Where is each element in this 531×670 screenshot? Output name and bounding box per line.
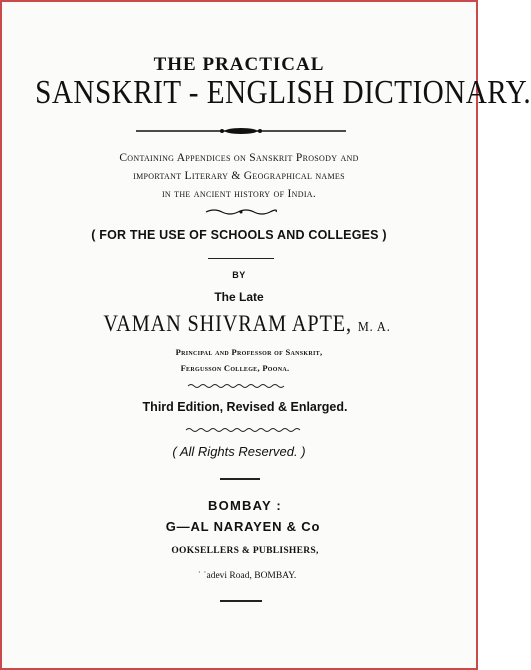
the-late-label: The Late: [214, 290, 264, 304]
position-line-1: Principal and Professor of Sanskrit,: [175, 347, 323, 357]
subtitle-line-3: in the ancient history of India.: [161, 188, 317, 200]
title-line-1: THE PRACTICAL: [153, 54, 325, 75]
booksellers-line: OOKSELLERS & PUBLISHERS,: [171, 546, 319, 556]
divider-rule: [208, 258, 274, 259]
wavy-rule-1: [188, 383, 284, 389]
author-line: [38, 311, 455, 337]
subtitle-line-1: Containing Appendices on Sanskrit Prosody and: [119, 152, 359, 164]
address-line: ˙ ˙adevi Road, BOMBAY.: [197, 571, 297, 581]
author-degree: M. A.: [357, 320, 391, 335]
short-rule: [220, 478, 260, 480]
bottom-rule: [220, 600, 262, 602]
title-ornament: [136, 126, 346, 136]
subtitle-ornament: [204, 208, 278, 216]
rights-line: ( All Rights Reserved. ): [172, 444, 306, 459]
by-label: BY: [232, 270, 246, 280]
wavy-rule-2: [186, 427, 302, 433]
publisher-line: G—AL NARAYEN & Co: [165, 519, 321, 534]
subtitle-line-2: important Literary & Geographical names: [133, 170, 345, 182]
author-name: VAMAN SHIVRAM APTE,: [103, 311, 352, 336]
city-line: BOMBAY :: [208, 498, 282, 513]
title-line-2: SANSKRIT - ENGLISH DICTIONARY.: [35, 74, 531, 111]
position-line-2: Fergusson College, Poona.: [180, 363, 290, 373]
purpose-line: ( FOR THE USE OF SCHOOLS AND COLLEGES ): [91, 228, 387, 242]
edition-line: Third Edition, Revised & Enlarged.: [142, 400, 348, 414]
